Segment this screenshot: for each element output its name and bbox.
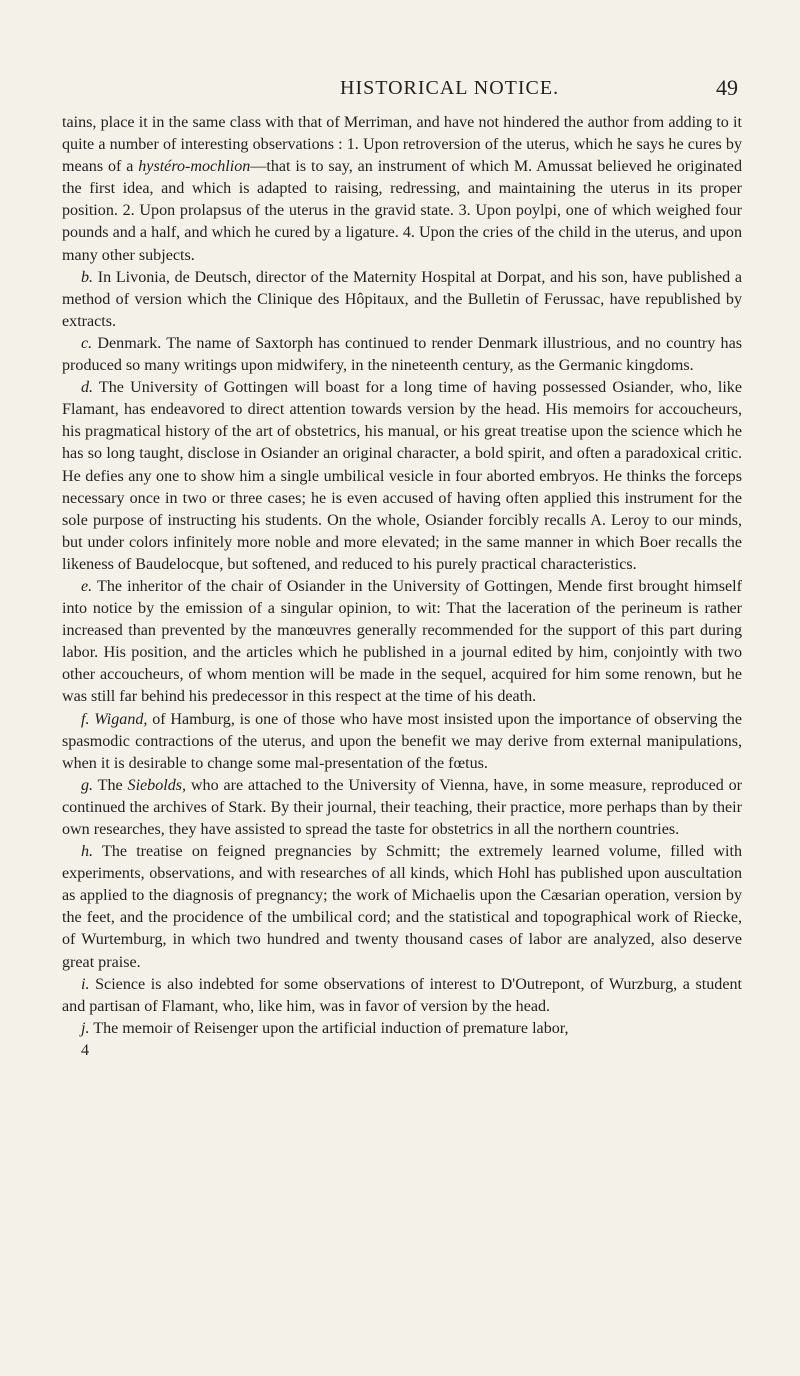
paragraph-i: i. Science is also indebted for some observations of interest to D'Outrepont, of Wurzburg, a student and partisan of Flamant, who, like him, was in favor of version by the head. [62, 975, 742, 1015]
paragraph-f: f. Wigand, of Hamburg, is one of those who have most insisted upon the importance of observing the spasmodic contractions of the uterus, and upon the benefit we may derive from external manipulations, when it is desirable to change some mal-presentation of the fœtus. [62, 710, 742, 772]
person-name: Wigand, [89, 710, 148, 728]
item-letter: c. [81, 334, 93, 352]
paragraph-b: b. In Livonia, de Deutsch, director of the Maternity Hospital at Dorpat, and his son, have published a method of version which the Clinique des Hôpitaux, and the Bulletin of Ferussac, have republished by extracts. [62, 268, 742, 330]
paragraph-continuation: tains, place it in the same class with that of Merriman, and have not hindered the author from adding to it quite a number of interesting observations : 1. Upon retroversion of the uterus, which he says he cures by means of a hystéro-mochlion—that is to say, an instrument of which M. Amussat believed he originated the first idea, and which is adapted to raising, redressing, and maintaining the uterus in its proper position. 2. Upon prolapsus of the uterus in the gravid state. 3. Upon poylpi, one of which weighed four pounds and a half, and which he cured by a ligature. 4. Upon the cries of the child in the uterus, and upon many other subjects. [62, 114, 743, 264]
person-name: Siebolds, [127, 776, 187, 794]
item-letter: i. [81, 975, 90, 993]
running-head: HISTORICAL NOTICE. [340, 77, 560, 99]
signature-mark: 4 [81, 1041, 89, 1059]
item-letter: b. [81, 268, 94, 286]
item-letter: j. [81, 1019, 90, 1037]
paragraph-c: c. Denmark. The name of Saxtorph has continued to render Denmark illustrious, and no country has produced so many writings upon midwifery, in the nineteenth century, as the Germanic kingdoms. [62, 334, 742, 375]
item-letter: h. [81, 843, 94, 861]
paragraph-h: h. The treatise on feigned pregnancies by Schmitt; the extremely learned volume, filled with experiments, observations, and with researches of all kinds, which Hohl has published upon auscultation as applied to the diagnosis of pregnancy; the work of Michaelis upon the Cæsarian operation, version by the feet, and the procidence of the umbilical cord; and the statistical and topographical work of Riecke, of Wurtemburg, in which two hundred and twenty thousand cases of labor are analyzed, also deserve great praise. [62, 843, 742, 971]
item-letter: g. [81, 776, 94, 794]
paragraph-e: e. The inheritor of the chair of Osiander in the University of Gottingen, Mende first brought himself into notice by the emission of a singular opinion, to wit: That the laceration of the perineum is rather increased than prevented by the manœuvres generally recommended for the support of this part during labor. His position, and the articles which he published in a journal edited by him, conjointly with two other accoucheurs, of whom mention will be made in the sequel, acquired for him some renown, but he was still far behind his predecessor in this respect at the time of his death. [62, 577, 742, 706]
page-number: 49 [716, 75, 738, 100]
term-hysteromochlion: hystéro-mochlion [138, 158, 251, 176]
item-letter: f. [81, 710, 90, 728]
body-text [62, 112, 742, 1062]
paragraph-j: j. The memoir of Reisenger upon the artificial induction of premature labor, [81, 1019, 569, 1037]
page-header [0, 70, 800, 106]
paragraph-g: g. The Siebolds, who are attached to the University of Vienna, have, in some measure, reproduced or continued the archives of Stark. By their journal, their teaching, their practice, more perhaps than by their own researches, they have assisted to spread the taste for obstetrics in all the northern countries. [62, 776, 743, 838]
item-letter: e. [81, 577, 93, 595]
item-letter: d. [81, 379, 94, 397]
paragraph-d: d. The University of Gottingen will boast for a long time of having possessed Osiander, who, like Flamant, has endeavored to direct attention towards version by the head. His memoirs for accoucheurs, his pragmatical history of the art of obstetrics, his manual, or his great treatise upon the science which he has so long taught, disclose in Osiander an original character, a bold spirit, and often a paradoxical critic. He defies any one to show him a single umbilical vesicle in four aborted embryos. He thinks the forceps necessary once in two or three cases; he is even accused of having often applied this instrument for the sole purpose of instructing his students. On the whole, Osiander forcibly recalls A. Leroy to our minds, but under colors infinitely more noble and more elevated; in the same manner in which Boer recalls the likeness of Baudelocque, but softened, and reduced to his purely practical characteristics. [62, 379, 742, 573]
